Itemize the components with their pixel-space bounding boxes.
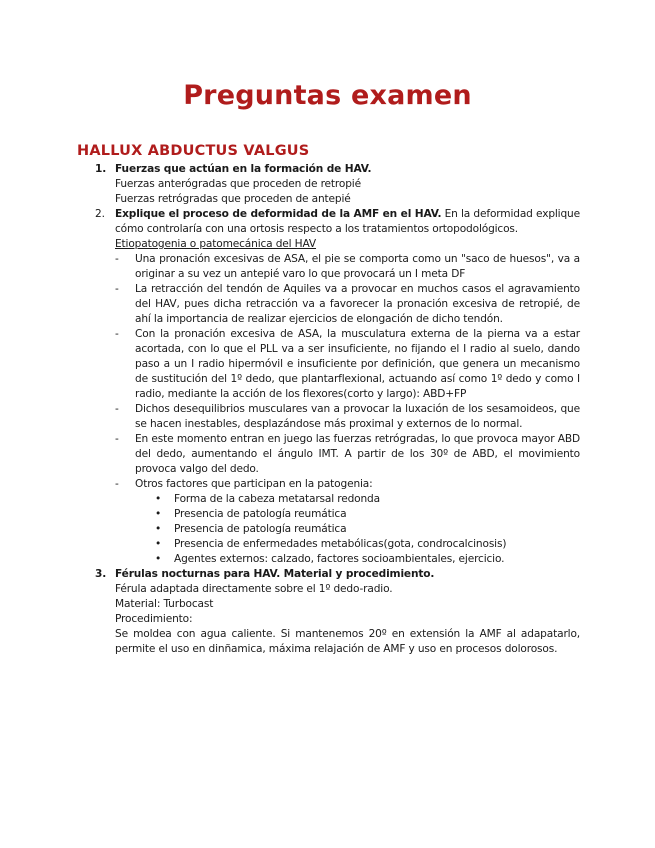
- answer-line: Procedimiento:: [115, 613, 193, 625]
- dash-marker: -: [115, 478, 119, 490]
- dash-item-text: Dichos desequilibrios musculares van a provocar la luxación de los sesamoideos, que se hacen inestables, desplazándose más proximal y externos de lo normal.: [135, 403, 580, 430]
- page-title: Preguntas examen: [183, 80, 472, 111]
- question-title: Férulas nocturnas para HAV. Material y procedimiento.: [115, 568, 435, 580]
- bullet-item: [155, 537, 580, 552]
- question-number: 1.: [95, 163, 107, 175]
- bullet-item: [155, 492, 580, 507]
- dash-item: [115, 327, 580, 402]
- dash-item-text: Con la pronación excesiva de ASA, la musculatura externa de la pierna va a estar acortada, con lo que el PLL va a ser insuficiente, no fijando el I radio al suelo, dando paso a un I radio hipermóvil e insuficiente por definición, que genera un mecanismo de sustitución del 1º dedo, que plantarflexional, actuando así como 1º dedo y como I radio, mediante la acción de los flexores(corto y largo): ABD+FP: [135, 328, 580, 400]
- bullet-item: [155, 552, 580, 567]
- bullet-icon: •: [155, 508, 162, 520]
- question-prompt: [115, 207, 580, 237]
- bullet-list: [115, 492, 580, 567]
- bullet-icon: •: [155, 523, 162, 535]
- answer-line: Material: Turbocast: [115, 598, 214, 610]
- dash-item-text: Otros factores que participan en la patogenia:: [135, 478, 373, 490]
- dash-item: [115, 282, 580, 327]
- bullet-icon: •: [155, 538, 162, 550]
- dash-marker: -: [115, 328, 119, 340]
- bullet-icon: •: [155, 493, 162, 505]
- answer-line: Férula adaptada directamente sobre el 1º dedo-radio.: [115, 583, 393, 595]
- bullet-item: [155, 507, 580, 522]
- bullet-text: Agentes externos: calzado, factores socioambientales, ejercicio.: [174, 553, 505, 565]
- bullet-item: [155, 522, 580, 537]
- dash-item-text: En este momento entran en juego las fuerzas retrógradas, lo que provoca mayor ABD del dedo, aumentando el ángulo IMT. A partir de los 30º de ABD, el movimiento provoca valgo del dedo.: [135, 433, 580, 475]
- question-2: [95, 207, 580, 567]
- dash-item-text: Una pronación excesivas de ASA, el pie se comporta como un "saco de huesos", va a originar a su vez un antepié varo lo que provocará un I meta DF: [135, 253, 580, 280]
- dash-item: [115, 252, 580, 282]
- answer-line: Fuerzas anterógradas que proceden de retropié: [115, 178, 361, 190]
- question-number: 3.: [95, 568, 107, 580]
- questions-list: [95, 162, 580, 657]
- question-title-rest: En la deformidad explique cómo controlaría con una ortosis respecto a los tratamientos ortopodológicos.: [115, 208, 580, 235]
- dash-item: [115, 432, 580, 477]
- section-heading: HALLUX ABDUCTUS VALGUS: [77, 143, 310, 159]
- dash-list: [115, 252, 580, 567]
- bullet-text: Presencia de patología reumática: [174, 508, 347, 520]
- bullet-text: Forma de la cabeza metatarsal redonda: [174, 493, 380, 505]
- question-number: 2.: [95, 208, 105, 220]
- dash-item: [115, 477, 580, 567]
- dash-item-text: La retracción del tendón de Aquiles va a provocar en muchos casos el agravamiento del HAV, pues dicha retracción va a favorecer la pronación excesiva de retropié, de ahí la importancia de realizar ejercicios de elongación de dicho tendón.: [135, 283, 580, 325]
- dash-marker: -: [115, 433, 119, 445]
- dash-marker: -: [115, 403, 119, 415]
- bullet-text: Presencia de patología reumática: [174, 523, 347, 535]
- question-3: [95, 567, 580, 657]
- dash-marker: -: [115, 253, 119, 265]
- bullet-icon: •: [155, 553, 162, 565]
- question-title: Explique el proceso de deformidad de la AMF en el HAV.: [115, 208, 442, 220]
- bullet-text: Presencia de enfermedades metabólicas(gota, condrocalcinosis): [174, 538, 507, 550]
- question-title: Fuerzas que actúan en la formación de HAV.: [115, 163, 372, 175]
- dash-marker: -: [115, 283, 119, 295]
- answer-paragraph: Se moldea con agua caliente. Si mantenemos 20º en extensión la AMF al adapatarlo, permite el uso en dinñamica, máxima relajación de AMF y uso en procesos dolorosos.: [115, 628, 580, 655]
- answer-line: Fuerzas retrógradas que proceden de antepié: [115, 193, 351, 205]
- subheading: Etiopatogenia o patomecánica del HAV: [115, 238, 317, 250]
- dash-item: [115, 402, 580, 432]
- question-1: [95, 162, 580, 207]
